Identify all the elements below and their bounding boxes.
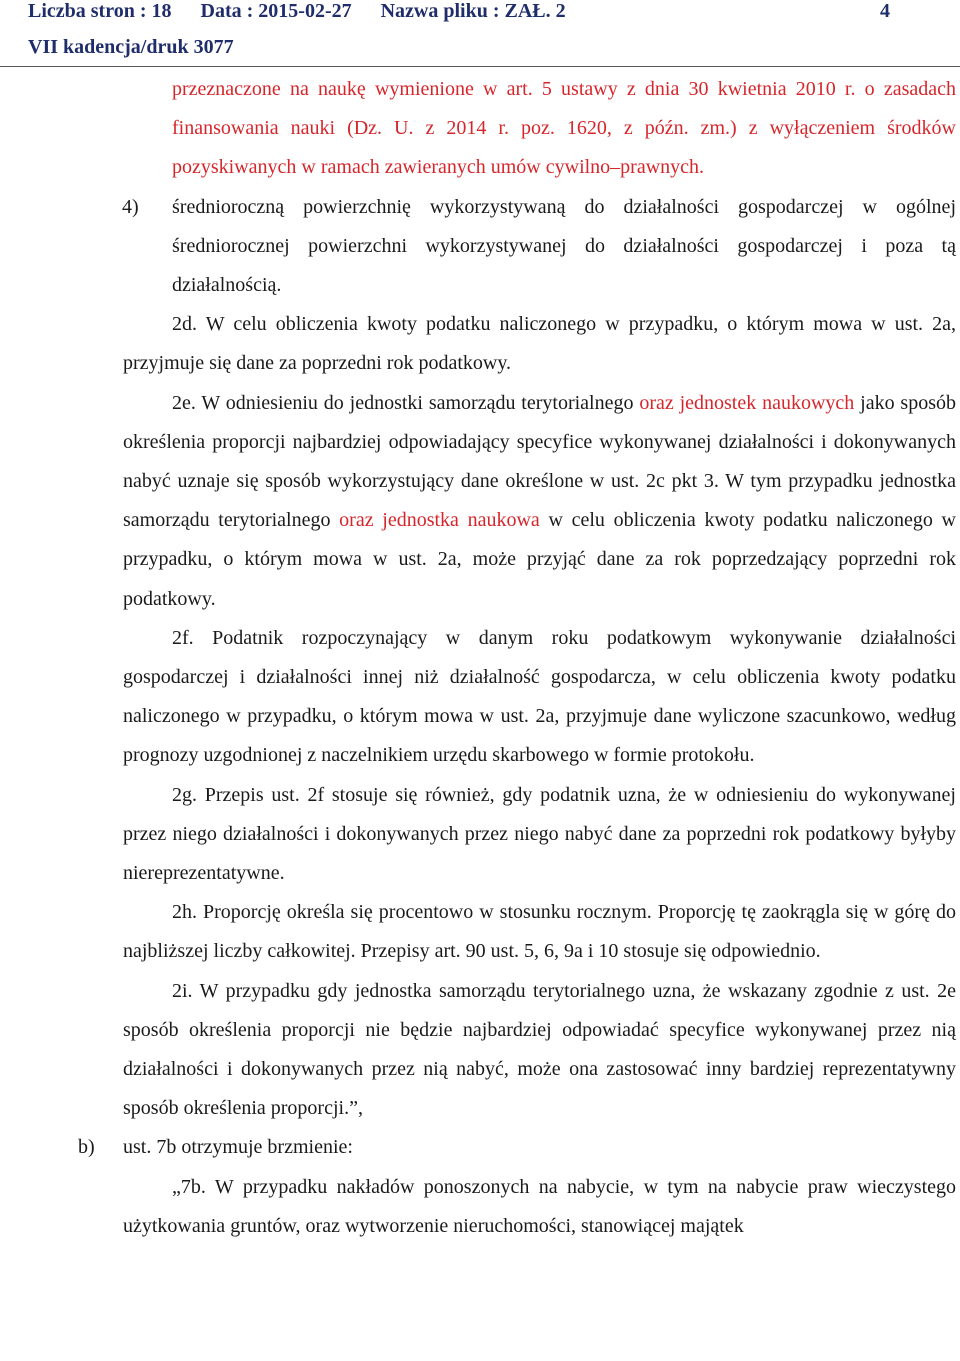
paragraph-2e [123, 384, 956, 619]
paragraph-2e-part1: 2e. W odniesieniu do jednostki samorządu terytorialnego [172, 391, 640, 414]
list-item-4 [122, 188, 956, 306]
paragraph-2e-part3: w celu obliczenia kwoty podatku naliczonego w przypadku, o którym mowa w ust. 2a, może przyjąć dane za rok poprzedzający poprzedni rok podatkowy. [123, 509, 956, 610]
document-body [0, 70, 960, 1246]
header-metadata [28, 0, 890, 24]
paragraph-2i: 2i. W przypadku gdy jednostka samorządu terytorialnego uzna, że wskazany zgodnie z ust. 2e sposób określenia proporcji nie będzie najbardziej odpowiadać specyfice wykonywanej przez nią działalności i dokonywanych przez nią nabyć, może ona zastosować inny bardziej reprezentatywny sposób określenia proporcji.”, [123, 979, 956, 1120]
paragraph-2d: 2d. W celu obliczenia kwoty podatku naliczonego w przypadku, o którym mowa w ust. 2a, przyjmuje się dane za poprzedni rok podatkowy. [123, 313, 956, 375]
paragraph-7b: „7b. W przypadku nakładów ponoszonych na nabycie, w tym na nabycie praw wieczystego użytkowania gruntów, oraz wytworzenie nieruchomości, stanowiącej majątek [123, 1175, 956, 1237]
page-number: 4 [880, 0, 890, 22]
paragraph-2g: 2g. Przepis ust. 2f stosuje się również, gdy podatnik uzna, że w odniesieniu do wykonywanej przez niego działalności i dokonywanych przez niego nabyć dane za poprzedni rok podatkowy byłyby niereprezentatywne. [123, 783, 956, 885]
list-item-number: 4) [122, 195, 139, 218]
list-item-b-text: ust. 7b otrzymuje brzmienie: [123, 1136, 353, 1159]
header-file-name: Nazwa pliku : ZAŁ. 2 [380, 0, 566, 22]
list-item-letter: b) [78, 1136, 95, 1159]
paragraph-2e-red2: oraz jednostka naukowa [339, 509, 540, 532]
header-page-count: Liczba stron : 18 [28, 0, 172, 22]
paragraph-2h: 2h. Proporcję określa się procentowo w stosunku rocznym. Proporcję tę zaokrągla się w górę do najbliższej liczby całkowitej. Przepisy art. 90 ust. 5, 6, 9a i 10 stosuje się odpowiednio. [123, 901, 956, 963]
header-term: VII kadencja/druk 3077 [28, 36, 234, 58]
continued-red-text: przeznaczone na naukę wymienione w art. 5 ustawy z dnia 30 kwietnia 2010 r. o zasadach finansowania nauki (Dz. U. z 2014 r. poz. 1620, z późn. zm.) z wyłączeniem środków pozyskiwanych w ramach zawieranych umów cywilno–prawnych. [172, 78, 956, 179]
list-item-b [78, 1128, 960, 1167]
paragraph-2e-red1: oraz jednostek naukowych [639, 391, 855, 414]
page-header [0, 0, 960, 66]
list-item-text: średnioroczną powierzchnię wykorzystywaną do działalności gospodarczej w ogólnej średniorocznej powierzchni wykorzystywanej do działalności gospodarczej i poza tą działalnością. [172, 195, 956, 297]
paragraph-2f: 2f. Podatnik rozpoczynający w danym roku podatkowym wykonywanie działalności gospodarczej i działalności innej niż działalność gospodarcza, w celu obliczenia kwoty podatku naliczonego w przypadku, o którym mowa w ust. 2a, przyjmuje dane wyliczone szacunkowo, według prognozy uzgodnionej z naczelnikiem urzędu skarbowego w formie protokołu. [123, 626, 956, 767]
header-divider [0, 66, 960, 67]
header-date: Data : 2015-02-27 [200, 0, 352, 22]
paragraph-2e-part2: jako sposób określenia proporcji najbardziej odpowiadający specyfice wykonywanej działalności i dokonywanych nabyć uznaje się sposób wykorzystujący dane określone w ust. 2c pkt 3. W tym przypadku jednostka samorządu terytorialnego [123, 391, 956, 532]
